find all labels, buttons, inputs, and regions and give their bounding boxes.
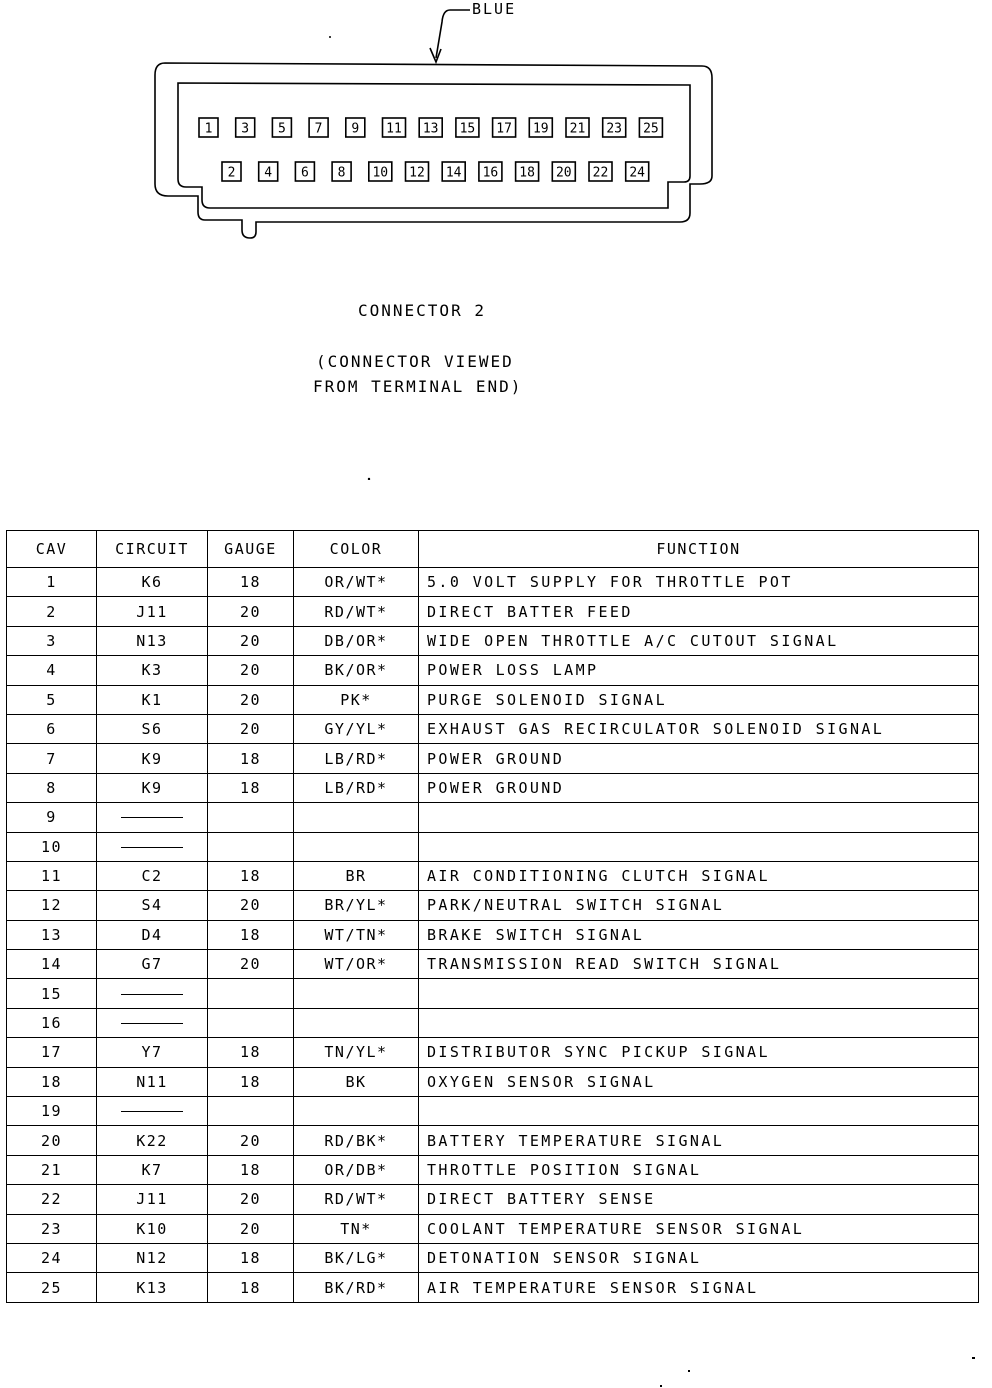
cell-circuit (97, 1097, 208, 1126)
cell-color: LB/RD* (294, 744, 419, 773)
pin-number: 8 (337, 165, 346, 181)
pin-number: 3 (241, 121, 250, 137)
cell-function: PARK/NEUTRAL SWITCH SIGNAL (419, 891, 979, 920)
pin-19 (529, 118, 552, 137)
pin-number: 12 (409, 165, 425, 181)
cell-color: LB/RD* (294, 773, 419, 802)
cell-color: BK/RD* (294, 1273, 419, 1302)
cell-gauge: 18 (208, 1273, 294, 1302)
cell-gauge: 20 (208, 597, 294, 626)
cell-color: OR/DB* (294, 1155, 419, 1184)
pin-3 (236, 118, 255, 137)
cell-color (294, 803, 419, 832)
pin-1 (199, 118, 218, 137)
unused-dash (121, 847, 183, 848)
cell-gauge: 18 (208, 920, 294, 949)
table-row (7, 803, 979, 832)
table-row (7, 861, 979, 890)
cell-circuit: S6 (97, 714, 208, 743)
cell-function: POWER GROUND (419, 773, 979, 802)
cell-color: BK/OR* (294, 656, 419, 685)
stray-mark (368, 478, 370, 480)
cell-function: COOLANT TEMPERATURE SENSOR SIGNAL (419, 1214, 979, 1243)
pin-number: 24 (629, 165, 646, 181)
cell-gauge: 18 (208, 1038, 294, 1067)
cell-function: AIR CONDITIONING CLUTCH SIGNAL (419, 861, 979, 890)
cell-circuit: N13 (97, 626, 208, 655)
table-row (7, 1185, 979, 1214)
cell-gauge (208, 1008, 294, 1037)
cell-circuit: N11 (97, 1067, 208, 1096)
cell-function: DIRECT BATTERY SENSE (419, 1185, 979, 1214)
cell-gauge (208, 1097, 294, 1126)
top-pin-row (199, 118, 662, 137)
cell-circuit: K1 (97, 685, 208, 714)
cell-cav: 4 (7, 656, 97, 685)
cell-cav: 20 (7, 1126, 97, 1155)
cell-cav: 21 (7, 1155, 97, 1184)
table-row (7, 1273, 979, 1302)
cell-circuit: Y7 (97, 1038, 208, 1067)
wire-color-label: BLUE (472, 0, 517, 18)
table-row (7, 891, 979, 920)
connector-shell (155, 63, 712, 238)
table-row (7, 979, 979, 1008)
cell-color: BK/LG* (294, 1243, 419, 1272)
cell-cav: 15 (7, 979, 97, 1008)
cell-cav: 22 (7, 1185, 97, 1214)
pin-8 (332, 162, 351, 181)
table-row (7, 597, 979, 626)
pin-number: 10 (372, 165, 389, 181)
cell-circuit: K3 (97, 656, 208, 685)
cell-function (419, 979, 979, 1008)
cell-circuit (97, 803, 208, 832)
cell-function (419, 1008, 979, 1037)
cell-gauge: 20 (208, 1126, 294, 1155)
table-row (7, 832, 979, 861)
table-row (7, 1038, 979, 1067)
connector-cavity (178, 83, 690, 208)
cell-gauge: 18 (208, 1155, 294, 1184)
cell-function: POWER GROUND (419, 744, 979, 773)
cell-function: TRANSMISSION READ SWITCH SIGNAL (419, 950, 979, 979)
cell-gauge: 20 (208, 626, 294, 655)
cell-cav: 25 (7, 1273, 97, 1302)
cell-cav: 11 (7, 861, 97, 890)
pin-15 (456, 118, 479, 137)
pin-number: 11 (386, 121, 402, 137)
cell-function: 5.0 VOLT SUPPLY FOR THROTTLE POT (419, 568, 979, 597)
pin-17 (493, 118, 516, 137)
pin-22 (589, 162, 612, 181)
cell-color: PK* (294, 685, 419, 714)
header-gauge: GAUGE (208, 531, 294, 568)
cell-cav: 6 (7, 714, 97, 743)
cell-cav: 19 (7, 1097, 97, 1126)
header-function: FUNCTION (419, 531, 979, 568)
cell-gauge: 20 (208, 656, 294, 685)
cell-color: RD/WT* (294, 1185, 419, 1214)
unused-dash (121, 994, 183, 995)
cell-cav: 18 (7, 1067, 97, 1096)
pin-24 (626, 162, 649, 181)
pinout-table (6, 530, 979, 1303)
stray-mark (329, 36, 331, 38)
header-color: COLOR (294, 531, 419, 568)
connector-diagram (0, 0, 992, 480)
cell-circuit: K10 (97, 1214, 208, 1243)
cell-gauge: 18 (208, 1243, 294, 1272)
cell-cav: 23 (7, 1214, 97, 1243)
pin-12 (406, 162, 429, 181)
cell-color: OR/WT* (294, 568, 419, 597)
cell-circuit: K22 (97, 1126, 208, 1155)
cell-cav: 2 (7, 597, 97, 626)
cell-color (294, 1008, 419, 1037)
cell-gauge (208, 979, 294, 1008)
pin-number: 16 (482, 165, 499, 181)
arrow-head-icon (430, 48, 441, 62)
pin-number: 23 (606, 121, 623, 137)
cell-circuit: K9 (97, 773, 208, 802)
cell-cav: 24 (7, 1243, 97, 1272)
pin-number: 14 (445, 165, 462, 181)
cell-cav: 12 (7, 891, 97, 920)
cell-gauge (208, 832, 294, 861)
cell-circuit (97, 979, 208, 1008)
cell-circuit: G7 (97, 950, 208, 979)
pin-18 (516, 162, 539, 181)
table-row (7, 1067, 979, 1096)
pin-number: 22 (592, 165, 609, 181)
cell-function (419, 1097, 979, 1126)
cell-cav: 17 (7, 1038, 97, 1067)
cell-color: TN/YL* (294, 1038, 419, 1067)
pin-number: 4 (264, 165, 273, 181)
table-row (7, 773, 979, 802)
cell-color: RD/BK* (294, 1126, 419, 1155)
cell-function: BATTERY TEMPERATURE SIGNAL (419, 1126, 979, 1155)
table-row (7, 744, 979, 773)
pin-14 (442, 162, 465, 181)
cell-function: DISTRIBUTOR SYNC PICKUP SIGNAL (419, 1038, 979, 1067)
table-row (7, 568, 979, 597)
table-row (7, 626, 979, 655)
table-row (7, 950, 979, 979)
cell-color: BR/YL* (294, 891, 419, 920)
cell-cav: 8 (7, 773, 97, 802)
header-circuit: CIRCUIT (97, 531, 208, 568)
cell-circuit: K9 (97, 744, 208, 773)
pin-23 (603, 118, 626, 137)
pin-number: 19 (532, 121, 549, 137)
cell-function: PURGE SOLENOID SIGNAL (419, 685, 979, 714)
cell-color (294, 1097, 419, 1126)
cell-function: THROTTLE POSITION SIGNAL (419, 1155, 979, 1184)
cell-color: DB/OR* (294, 626, 419, 655)
pin-number: 18 (519, 165, 535, 181)
pin-number: 1 (204, 121, 213, 137)
cell-color: BR (294, 861, 419, 890)
cell-circuit: J11 (97, 1185, 208, 1214)
cell-gauge: 18 (208, 568, 294, 597)
unused-dash (121, 1023, 183, 1024)
pin-number: 7 (314, 121, 323, 137)
pin-number: 20 (555, 165, 572, 181)
pin-10 (369, 162, 392, 181)
pin-13 (419, 118, 442, 137)
cell-gauge: 18 (208, 861, 294, 890)
pin-number: 15 (459, 121, 476, 137)
stray-mark (972, 1357, 975, 1359)
pin-number: 5 (277, 121, 286, 137)
table-row (7, 1155, 979, 1184)
pin-11 (383, 118, 406, 137)
cell-circuit: K6 (97, 568, 208, 597)
cell-function: DETONATION SENSOR SIGNAL (419, 1243, 979, 1272)
cell-gauge: 20 (208, 1185, 294, 1214)
cell-cav: 10 (7, 832, 97, 861)
cell-function: POWER LOSS LAMP (419, 656, 979, 685)
cell-color (294, 979, 419, 1008)
cell-cav: 5 (7, 685, 97, 714)
pin-2 (222, 162, 241, 181)
cell-function: DIRECT BATTER FEED (419, 597, 979, 626)
cell-gauge: 18 (208, 1067, 294, 1096)
pin-9 (346, 118, 365, 137)
stray-mark (688, 1370, 690, 1372)
cell-gauge: 20 (208, 685, 294, 714)
unused-dash (121, 1111, 183, 1112)
pin-number: 21 (569, 121, 586, 137)
cell-gauge: 20 (208, 950, 294, 979)
cell-color: RD/WT* (294, 597, 419, 626)
pin-number: 25 (643, 121, 659, 137)
pin-number: 17 (496, 121, 512, 137)
pin-number: 2 (227, 165, 236, 181)
connector-title: CONNECTOR 2 (358, 301, 486, 320)
cell-color: BK (294, 1067, 419, 1096)
pin-6 (295, 162, 314, 181)
cell-function (419, 803, 979, 832)
cell-function (419, 832, 979, 861)
pin-number: 9 (351, 121, 360, 137)
cell-cav: 9 (7, 803, 97, 832)
cell-circuit: J11 (97, 597, 208, 626)
cell-circuit: K7 (97, 1155, 208, 1184)
cell-circuit: K13 (97, 1273, 208, 1302)
cell-circuit: C2 (97, 861, 208, 890)
unused-dash (121, 817, 183, 818)
pin-number: 13 (422, 121, 439, 137)
pin-4 (259, 162, 278, 181)
pin-25 (639, 118, 662, 137)
cell-gauge (208, 803, 294, 832)
cell-cav: 16 (7, 1008, 97, 1037)
cell-color: WT/OR* (294, 950, 419, 979)
cell-color: TN* (294, 1214, 419, 1243)
pin-5 (272, 118, 291, 137)
table-header-row (7, 531, 979, 568)
cell-function: BRAKE SWITCH SIGNAL (419, 920, 979, 949)
cell-gauge: 20 (208, 714, 294, 743)
cell-color: WT/TN* (294, 920, 419, 949)
cell-color (294, 832, 419, 861)
header-cav: CAV (7, 531, 97, 568)
cell-circuit (97, 832, 208, 861)
table-row (7, 1126, 979, 1155)
table-row (7, 685, 979, 714)
table-row (7, 1097, 979, 1126)
cell-cav: 13 (7, 920, 97, 949)
pin-16 (479, 162, 502, 181)
cell-gauge: 18 (208, 744, 294, 773)
stray-mark (660, 1385, 662, 1387)
cell-gauge: 20 (208, 1214, 294, 1243)
table-row (7, 656, 979, 685)
cell-gauge: 18 (208, 773, 294, 802)
cell-color: GY/YL* (294, 714, 419, 743)
table-row (7, 714, 979, 743)
table-row (7, 1008, 979, 1037)
cell-function: EXHAUST GAS RECIRCULATOR SOLENOID SIGNAL (419, 714, 979, 743)
pin-7 (309, 118, 328, 137)
cell-cav: 1 (7, 568, 97, 597)
cell-circuit: N12 (97, 1243, 208, 1272)
cell-function: OXYGEN SENSOR SIGNAL (419, 1067, 979, 1096)
table-row (7, 1214, 979, 1243)
pin-20 (552, 162, 575, 181)
cell-cav: 14 (7, 950, 97, 979)
cell-gauge: 20 (208, 891, 294, 920)
table-row (7, 920, 979, 949)
cell-circuit (97, 1008, 208, 1037)
cell-function: WIDE OPEN THROTTLE A/C CUTOUT SIGNAL (419, 626, 979, 655)
connector-note-line-1: (CONNECTOR VIEWED (316, 352, 514, 371)
cell-cav: 7 (7, 744, 97, 773)
connector-note-line-2: FROM TERMINAL END) (313, 377, 523, 396)
cell-circuit: S4 (97, 891, 208, 920)
cell-cav: 3 (7, 626, 97, 655)
table-row (7, 1243, 979, 1272)
pin-number: 6 (300, 165, 309, 181)
pin-21 (566, 118, 589, 137)
cell-function: AIR TEMPERATURE SENSOR SIGNAL (419, 1273, 979, 1302)
cell-circuit: D4 (97, 920, 208, 949)
bottom-pin-row (222, 162, 649, 181)
